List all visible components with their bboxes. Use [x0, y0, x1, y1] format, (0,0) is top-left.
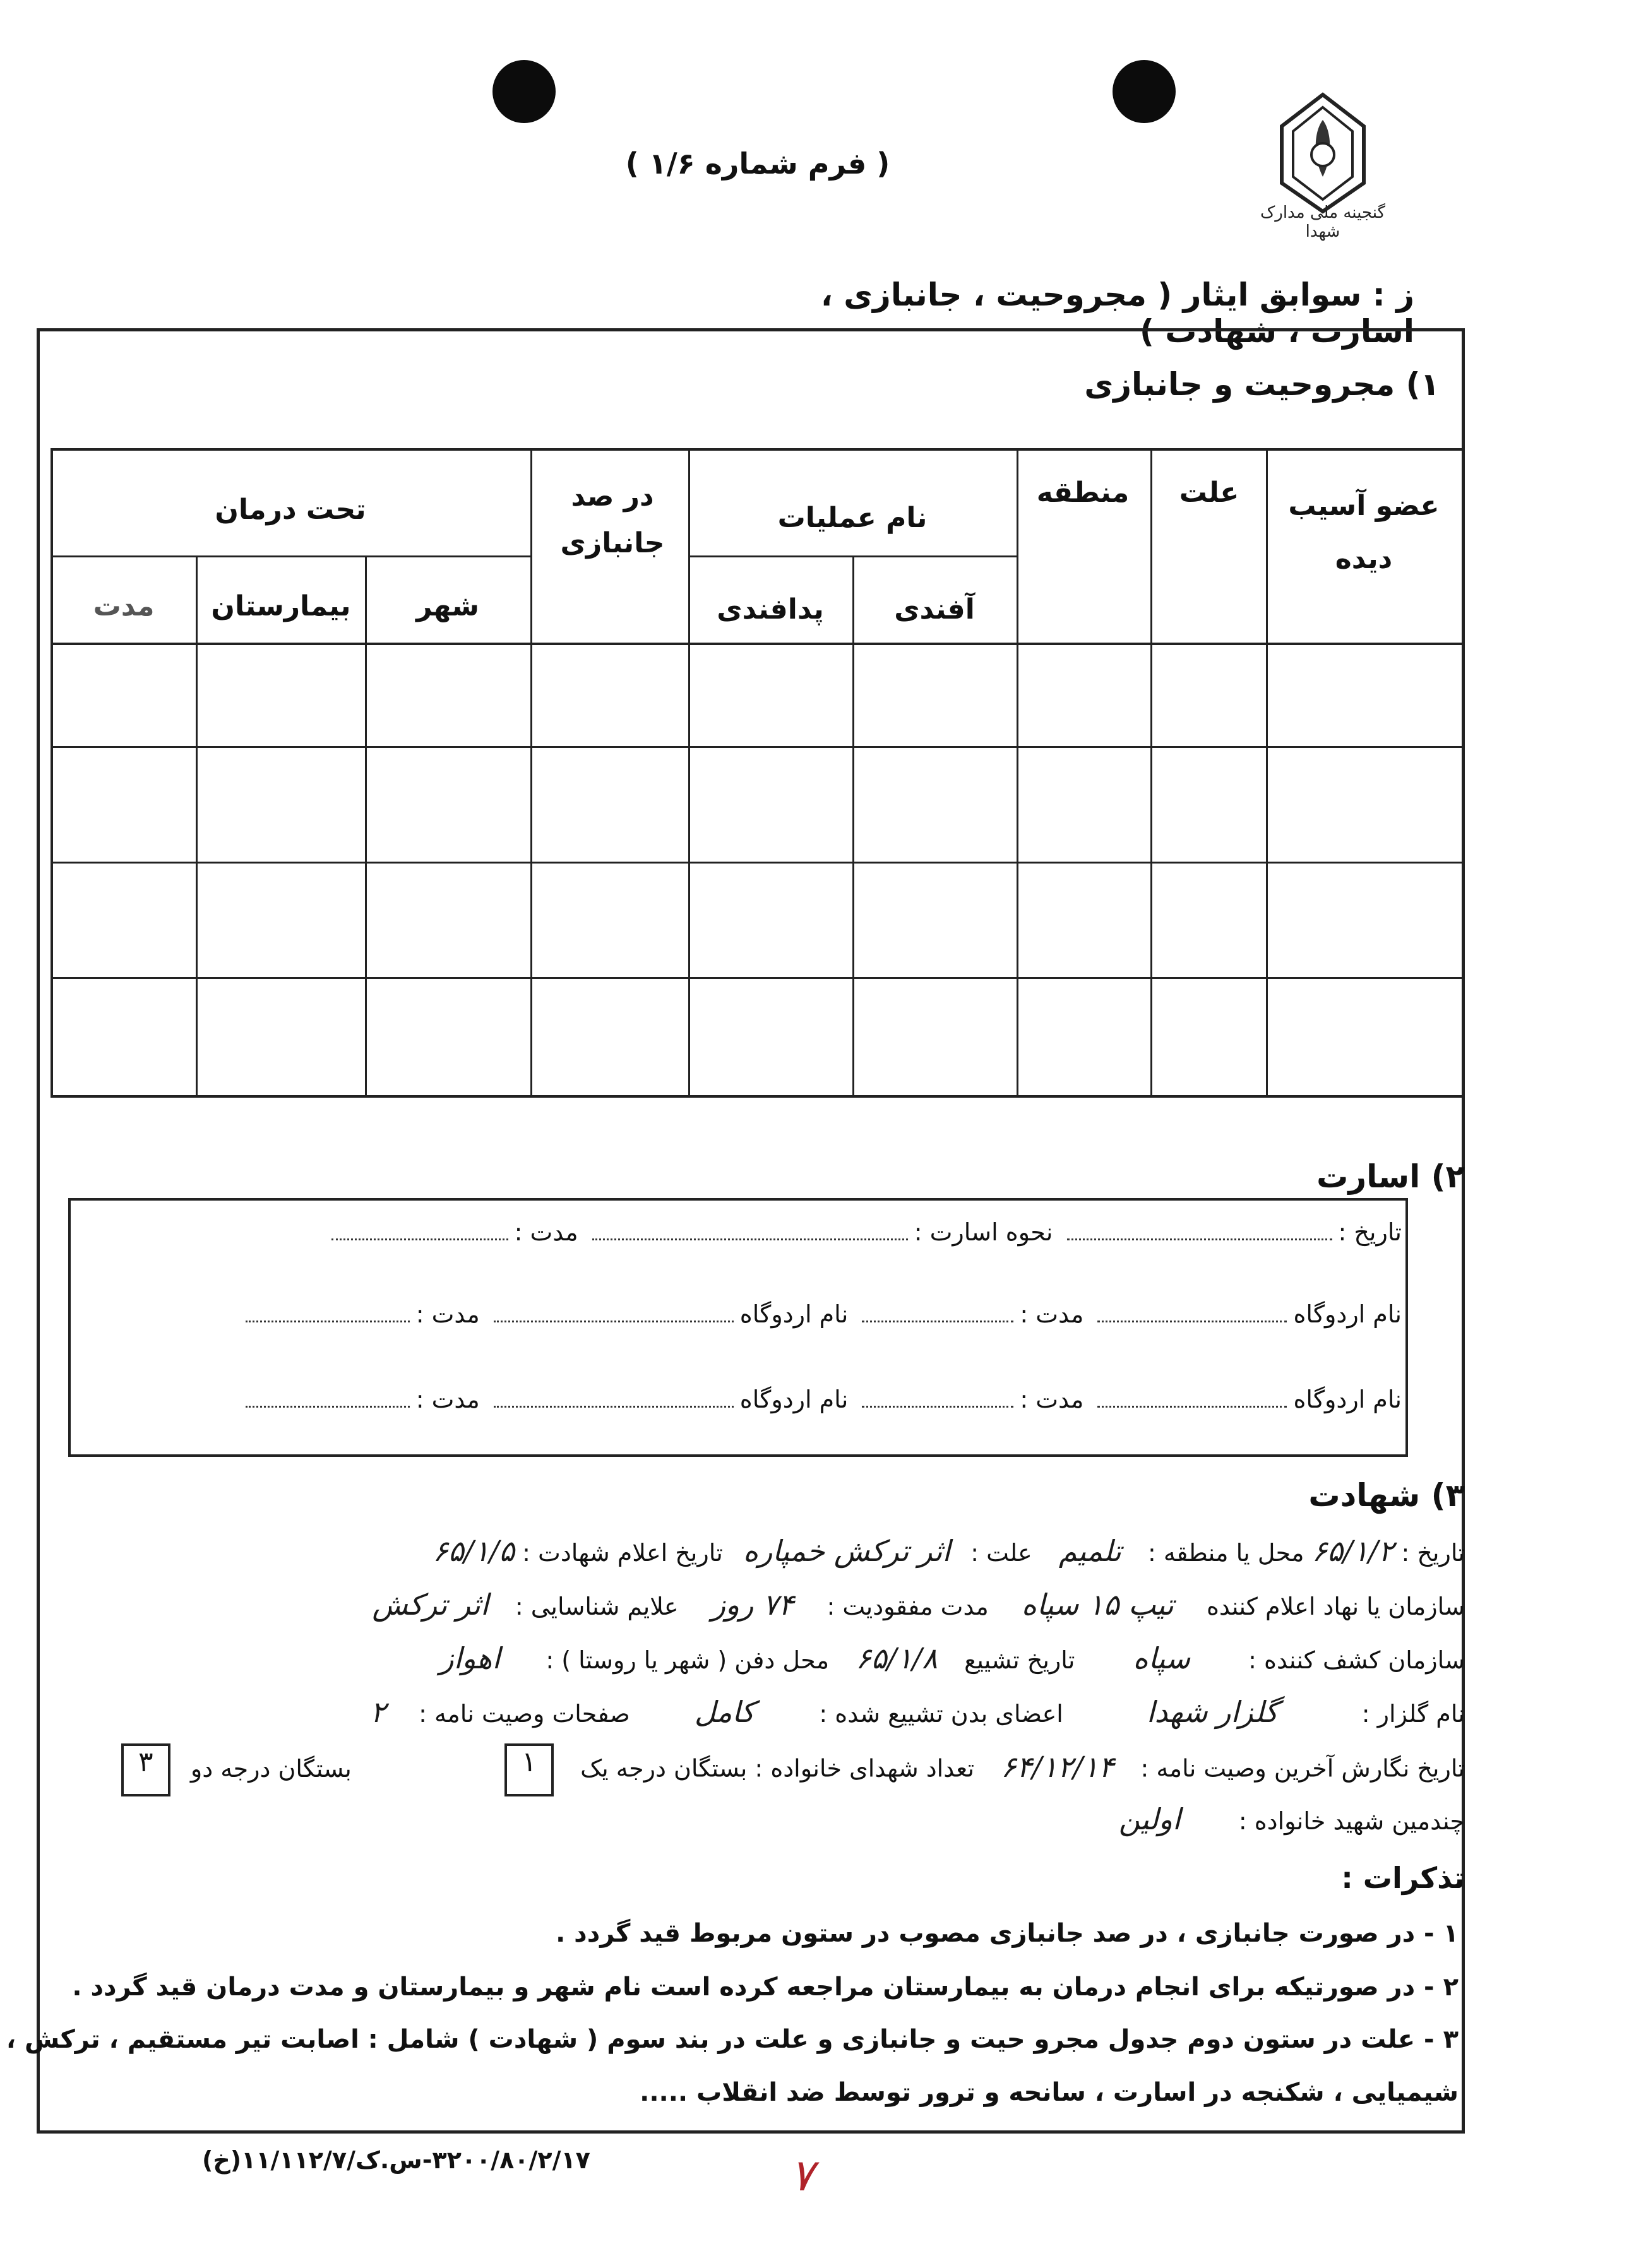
captivity-row-3 [88, 1386, 1402, 1413]
header-hospital: بیمارستان [211, 590, 351, 622]
burial-place-label: محل دفن ( شهر یا روستا ) : [546, 1646, 830, 1674]
second-degree-label: بستگان درجه دو [190, 1754, 352, 1783]
organs-value: کامل [694, 1695, 755, 1729]
camp-name-label: نام اردوگاه [1293, 1300, 1402, 1328]
martyrdom-row-1 [57, 1534, 1465, 1568]
logo-caption: گنجینه ملی مدارک شهدا [1260, 203, 1385, 241]
announce-date-value: ۶۵/۱/۵ [433, 1534, 515, 1568]
header-cause: علت [1179, 477, 1239, 509]
camp-name-label-2: نام اردوگاه [739, 1300, 849, 1328]
header-operation-name: نام عملیات [777, 502, 928, 534]
martyrdom-row-6 [57, 1802, 1465, 1836]
header-under-treatment: تحت درمان [215, 494, 366, 526]
martyrdom-cause-value: اثر ترکش خمپاره [743, 1534, 951, 1568]
cemetery-label: نام گلزار : [1361, 1700, 1465, 1728]
section3-title: ۳) شهادت [1308, 1477, 1465, 1514]
notes-title: تذکرات : [1341, 1861, 1465, 1895]
camp-duration-label-2: مدت : [415, 1300, 480, 1328]
page-number-mark: ۷ [790, 2149, 814, 2201]
header-defensive: پدافندی [717, 593, 824, 626]
footer-code: (خ)۳۲۰۰/۸۰/۲/۱۷-س.ک/۱۱/۱۱۲/۷ [202, 2146, 590, 2174]
header-injured-organ: عضو آسیب دیده [1288, 490, 1440, 575]
camp-name-label-3: نام اردوگاه [1293, 1386, 1402, 1413]
form-number: ( فرم شماره ۱/۶ ) [625, 146, 890, 181]
captivity-row-1 [88, 1218, 1402, 1246]
header-duration: مدت [93, 590, 155, 622]
martyrdom-date-label: تاریخ : [1401, 1539, 1465, 1567]
nth-martyr-value: اولین [1118, 1802, 1181, 1836]
camp-duration-label-3: مدت : [1020, 1386, 1084, 1413]
funeral-date-value: ۶۵/۱/۸ [856, 1641, 938, 1675]
announce-date-label: تاریخ اعلام شهادت : [522, 1539, 723, 1567]
header-offensive: آفندی [894, 593, 975, 626]
main-title: ز : سوابق ایثار ( مجروحیت ، جانبازی ، اسارت ، شهادت ) [820, 276, 1414, 350]
captivity-date-label: تاریخ : [1338, 1218, 1402, 1246]
first-degree-count-box: ۱ [504, 1743, 554, 1796]
announcing-org-label: سازمان یا نهاد اعلام کننده [1207, 1593, 1465, 1620]
martyrdom-row-4 [57, 1695, 1465, 1729]
capture-method-label: نحوه اسارت : [914, 1218, 1053, 1246]
martyrdom-row-2 [57, 1588, 1465, 1622]
note-2: ۲ - در صورتیکه برای انجام درمان به بیمارستان مراجعه کرده است نام شهر و بیمارستان و مدت درمان قید گردد . [72, 1973, 1459, 2002]
discovering-org-value: سپاه [1133, 1641, 1191, 1675]
family-martyrs-label: تعداد شهدای خانواده : بستگان درجه یک [580, 1754, 975, 1783]
announcing-org-value: تیپ ۱۵ سپاه [1021, 1588, 1174, 1622]
martyrdom-cause-label: علت : [970, 1539, 1032, 1567]
burial-place-value: اهواز [439, 1641, 501, 1675]
funeral-date-label: تاریخ تشییع [964, 1646, 1075, 1674]
will-date-value: ۶۴/۱۲/۱۴ [1001, 1749, 1114, 1784]
header-region: منطقه [1036, 477, 1130, 509]
identification-marks-value: اثر ترکش [372, 1588, 489, 1622]
note-3: ۳ - علت در ستون دوم جدول مجرو حیت و جانبازی و علت در بند سوم ( شهادت ) شامل : اصابت تیر مستقیم ، ترکش ، [6, 2025, 1459, 2054]
punch-hole-right [1113, 60, 1176, 123]
camp-duration-label: مدت : [1020, 1300, 1084, 1328]
missing-duration-label: مدت مفقودیت : [826, 1593, 989, 1620]
note-1: ۱ - در صورت جانبازی ، در صد جانبازی مصوب در ستون مربوط قید گردد . [556, 1919, 1459, 1948]
camp-name-label-4: نام اردوگاه [739, 1386, 849, 1413]
punch-hole-left [492, 60, 556, 123]
will-date-label: تاریخ نگارش آخرین وصیت نامه : [1140, 1754, 1465, 1783]
cemetery-value: گلزار شهدا [1146, 1695, 1279, 1729]
section2-title: ۲) اسارت [1316, 1158, 1465, 1195]
will-pages-label: صفحات وصیت نامه : [419, 1700, 630, 1728]
missing-duration-value: ۷۴ روز [711, 1588, 794, 1622]
note-4: شیمیایی ، شکنجه در اسارت ، سانحه و ترور توسط ضد انقلاب ..... [640, 2078, 1459, 2107]
header-disability-percent: در صد جانبازی [560, 480, 665, 559]
martyrdom-region-value: تلمیم [1058, 1534, 1121, 1568]
organs-label: اعضای بدن تشییع شده : [819, 1700, 1063, 1728]
martyrdom-row-3 [57, 1641, 1465, 1675]
camp-duration-label-4: مدت : [415, 1386, 480, 1413]
martyrdom-region-label: محل یا منطقه : [1148, 1539, 1304, 1567]
nth-martyr-label: چندمین شهید خانواده : [1238, 1807, 1465, 1835]
martyrdom-row-5 [57, 1743, 1465, 1796]
discovering-org-label: سازمان کشف کننده : [1248, 1646, 1465, 1674]
header-city: شهر [416, 590, 479, 622]
captivity-row-2 [88, 1300, 1402, 1328]
second-degree-count-box: ۳ [121, 1743, 170, 1796]
captivity-duration-label: مدت : [514, 1218, 578, 1246]
martyrdom-date-value: ۶۵/۱/۲ [1311, 1534, 1394, 1568]
will-pages-value: ۲ [370, 1695, 386, 1729]
section1-title: ۱) مجروحیت و جانبازی [1084, 366, 1440, 403]
identification-marks-label: علایم شناسایی : [515, 1593, 679, 1620]
